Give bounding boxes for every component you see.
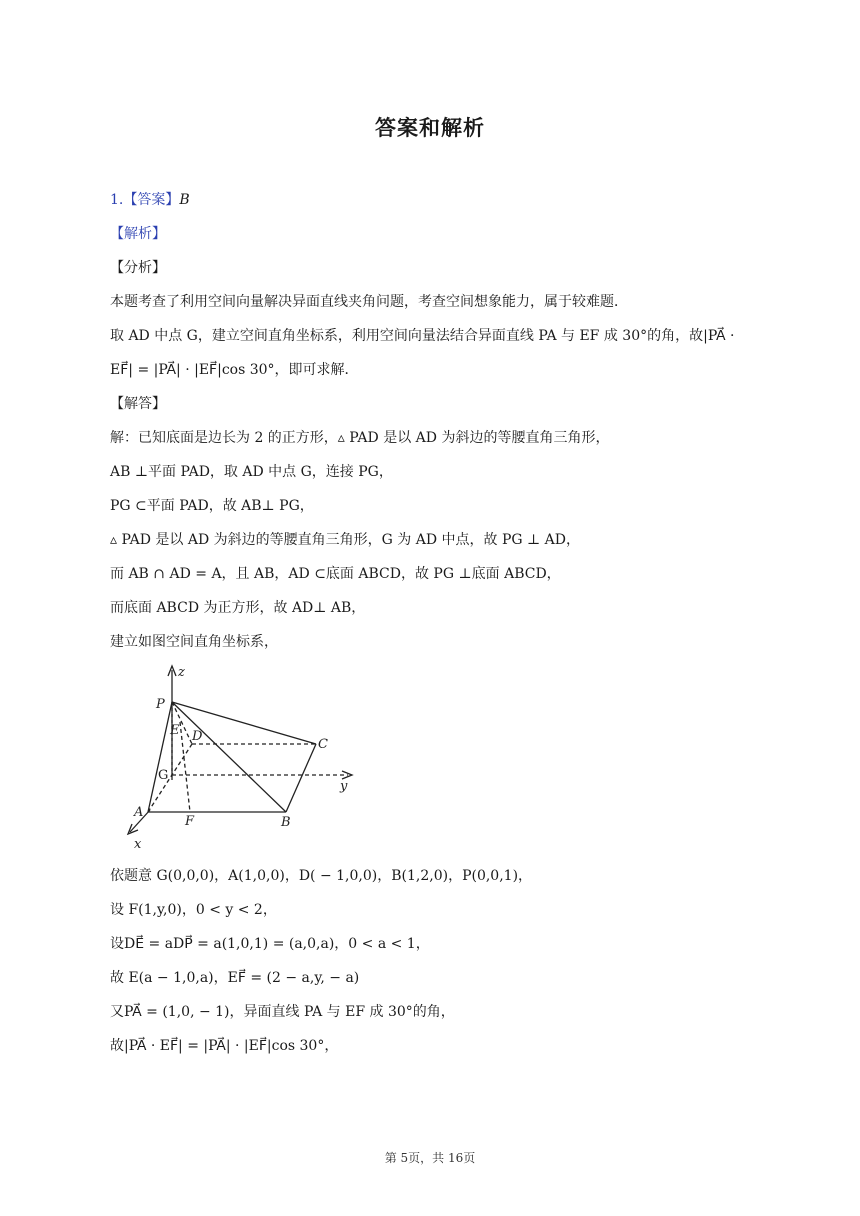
edge-BC: [286, 744, 316, 812]
coordinate-figure: [120, 660, 370, 850]
label-F: F: [185, 814, 195, 829]
text-line-6: AB ⊥平面 PAD，取 AD 中点 G，连接 PG，: [110, 464, 393, 480]
answer-value: B: [179, 192, 190, 208]
text-line-15: 故 E(a − 1,0,a)，EF⃗ = (2 − a,y, − a): [110, 970, 360, 986]
text-line-17: 故|PA⃗ · EF⃗| = |PA⃗| · |EF⃗|cos 30°，: [110, 1038, 339, 1054]
label-x: x: [134, 837, 142, 850]
answer-line: [110, 190, 190, 210]
label-B: B: [281, 815, 291, 830]
section-fenxi: 【分析】: [110, 260, 166, 276]
text-line-9: 而 AB ∩ AD = A，且 AB，AD ⊂底面 ABCD，故 PG ⊥底面 ABCD，: [110, 566, 561, 582]
section-jiexi: 【解析】: [110, 226, 166, 242]
text-line-3: EF⃗| = |PA⃗| · |EF⃗|cos 30°，即可求解．: [110, 362, 359, 378]
text-line-16: 又PA⃗ = (1,0, − 1)，异面直线 PA 与 EF 成 30°的角，: [110, 1004, 455, 1020]
text-line-8: ▵ PAD 是以 AD 为斜边的等腰直角三角形，G 为 AD 中点，故 PG ⊥ AD，: [110, 532, 580, 548]
text-line-13: 设 F(1,y,0)，0 < y < 2，: [110, 902, 277, 918]
text-line-10: 而底面 ABCD 为正方形，故 AD⊥ AB，: [110, 600, 366, 616]
text-line-2: 取 AD 中点 G，建立空间直角坐标系，利用空间向量法结合异面直线 PA 与 EF 成 30°的角，故|PA⃗ ·: [110, 328, 735, 344]
label-A: A: [134, 805, 144, 820]
text-line-7: PG ⊂平面 PAD，故 AB⊥ PG，: [110, 498, 314, 514]
text-line-12: 依题意 G(0,0,0)，A(1,0,0)，D( − 1,0,0)，B(1,2,0)，P(0,0,1)，: [110, 868, 533, 884]
text-line-11: 建立如图空间直角坐标系，: [110, 634, 278, 650]
label-G: G: [158, 768, 169, 783]
label-P: P: [156, 697, 165, 712]
text-line-1: 本题考查了利用空间向量解决异面直线夹角问题，考查空间想象能力，属于较难题．: [110, 294, 628, 310]
text-line-14: 设DE⃗ = aDP⃗ = a(1,0,1) = (a,0,a)，0 < a < 1，: [110, 936, 430, 952]
answer-prefix: 1.【答案】: [110, 192, 180, 208]
label-y: y: [340, 779, 348, 794]
label-E: E: [170, 723, 180, 738]
label-C: C: [318, 737, 328, 752]
label-D: D: [192, 729, 203, 744]
page-footer: 第 5页，共 16页: [384, 1151, 476, 1165]
text-line-5: 解：已知底面是边长为 2 的正方形，▵ PAD 是以 AD 为斜边的等腰直角三角形，: [110, 430, 610, 446]
edge-PA: [148, 702, 172, 812]
section-jieda: 【解答】: [110, 396, 166, 412]
label-z: z: [178, 665, 185, 680]
page-title: 答案和解析: [375, 116, 485, 140]
edge-DA: [148, 744, 192, 812]
